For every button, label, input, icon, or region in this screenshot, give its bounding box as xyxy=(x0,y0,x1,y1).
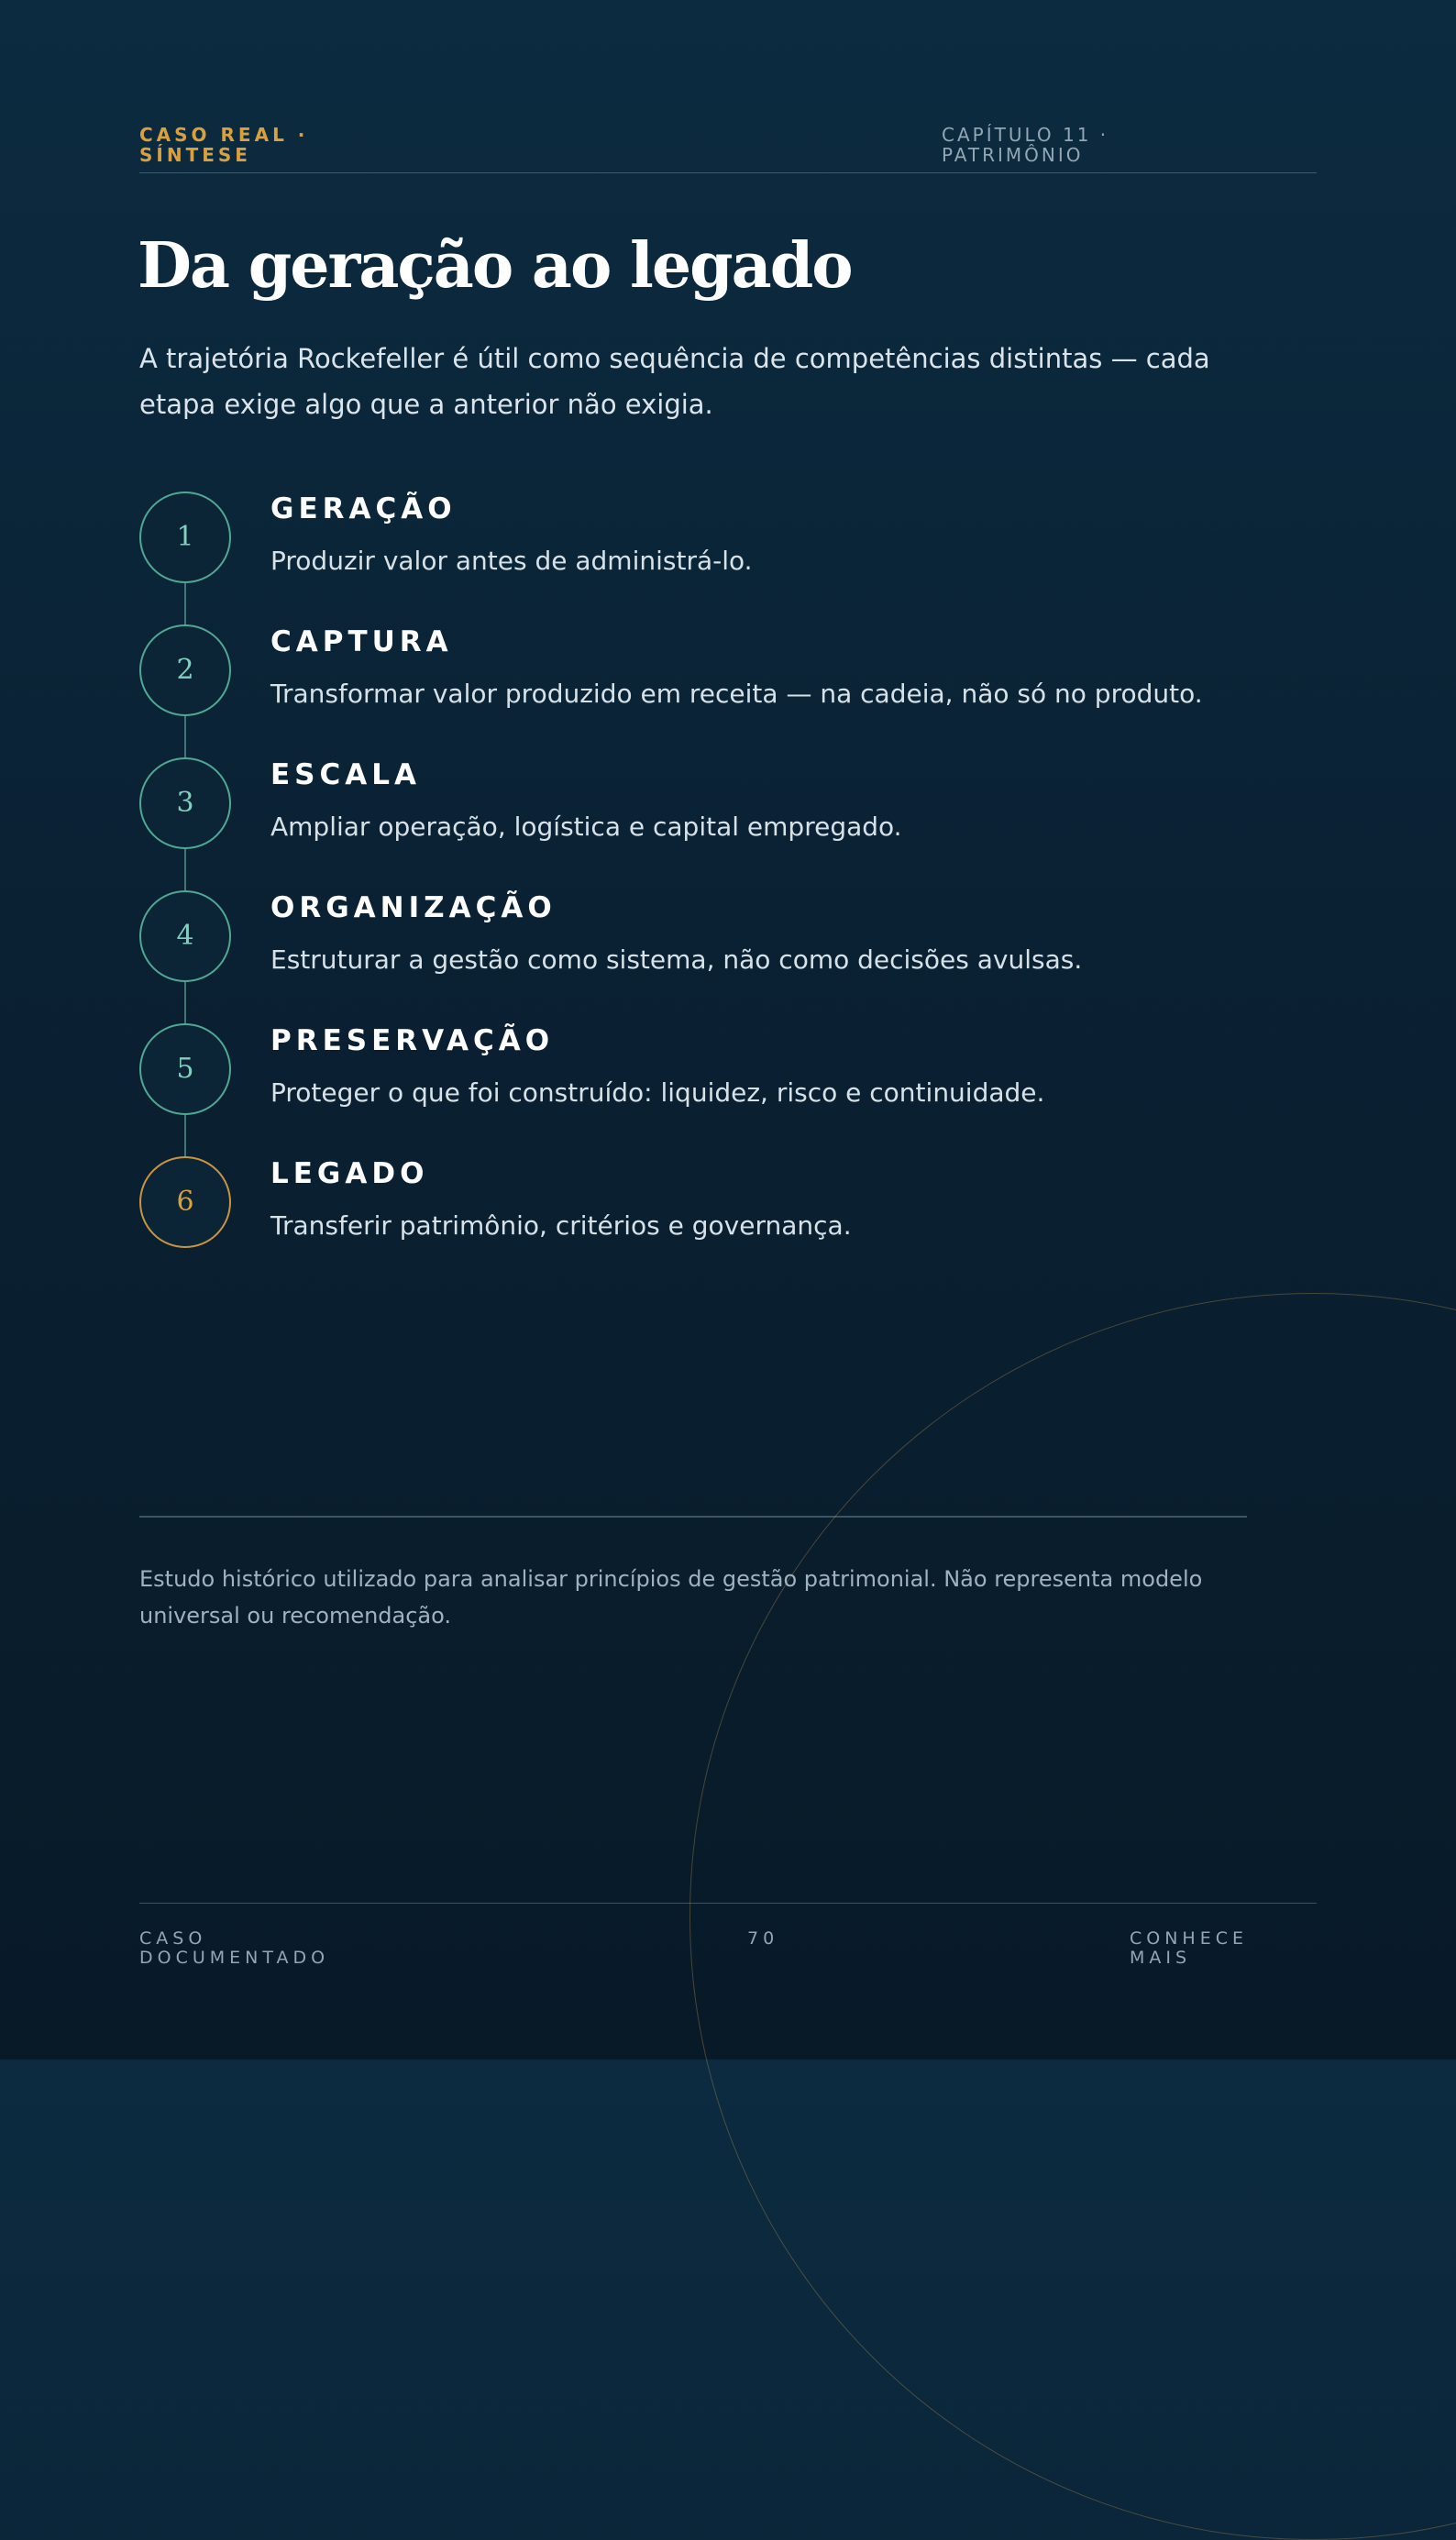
disclaimer-note: Estudo histórico utilizado para analisar princípios de gestão patrimonial. Não representa modelo universal ou recomendação. xyxy=(139,1566,1203,1629)
step-description: Proteger o que foi construído: liquidez, risco e continuidade. xyxy=(270,1077,1045,1108)
step-number-badge: 6 xyxy=(139,1156,231,1248)
step-number-badge: 4 xyxy=(139,890,231,982)
step-description: Transformar valor produzido em receita — na cadeia, não só no produto. xyxy=(270,679,1203,709)
intro-paragraph: A trajetória Rockefeller é útil como sequência de competências distintas — cada etapa exige algo que a anterior não exigia. xyxy=(139,343,1210,420)
footer-label-right: CONHECE MAIS xyxy=(1130,1928,1248,1968)
step-heading: ORGANIZAÇÃO xyxy=(270,891,557,924)
page-footer xyxy=(139,1903,1317,1977)
step-item xyxy=(139,757,1331,858)
step-item xyxy=(139,491,1331,592)
step-heading: PRESERVAÇÃO xyxy=(270,1024,555,1057)
steps-timeline xyxy=(139,491,1331,1253)
step-number-badge: 3 xyxy=(139,757,231,849)
page-number: 70 xyxy=(747,1928,779,1949)
step-description: Transferir patrimônio, critérios e governança. xyxy=(270,1210,852,1241)
section-divider xyxy=(139,1516,1247,1518)
step-heading: CAPTURA xyxy=(270,625,453,658)
step-number-badge: 5 xyxy=(139,1023,231,1115)
page-header xyxy=(139,125,1317,173)
footer-label-left: CASO DOCUMENTADO xyxy=(139,1928,330,1968)
step-item xyxy=(139,624,1331,725)
step-description: Ampliar operação, logística e capital empregado. xyxy=(270,812,902,842)
section-label: CASO REAL · SÍNTESE xyxy=(139,124,309,166)
step-number-badge: 1 xyxy=(139,491,231,583)
step-heading: LEGADO xyxy=(270,1157,429,1190)
step-item xyxy=(139,890,1331,991)
step-description: Estruturar a gestão como sistema, não como decisões avulsas. xyxy=(270,944,1083,975)
step-item xyxy=(139,1156,1331,1257)
step-number-badge: 2 xyxy=(139,624,231,716)
step-item xyxy=(139,1023,1331,1124)
page-title: Da geração ao legado xyxy=(138,229,852,303)
step-description: Produzir valor antes de administrá-lo. xyxy=(270,546,753,576)
step-heading: ESCALA xyxy=(270,758,421,791)
step-heading: GERAÇÃO xyxy=(270,492,457,525)
chapter-label: CAPÍTULO 11 · PATRIMÔNIO xyxy=(942,124,1109,166)
